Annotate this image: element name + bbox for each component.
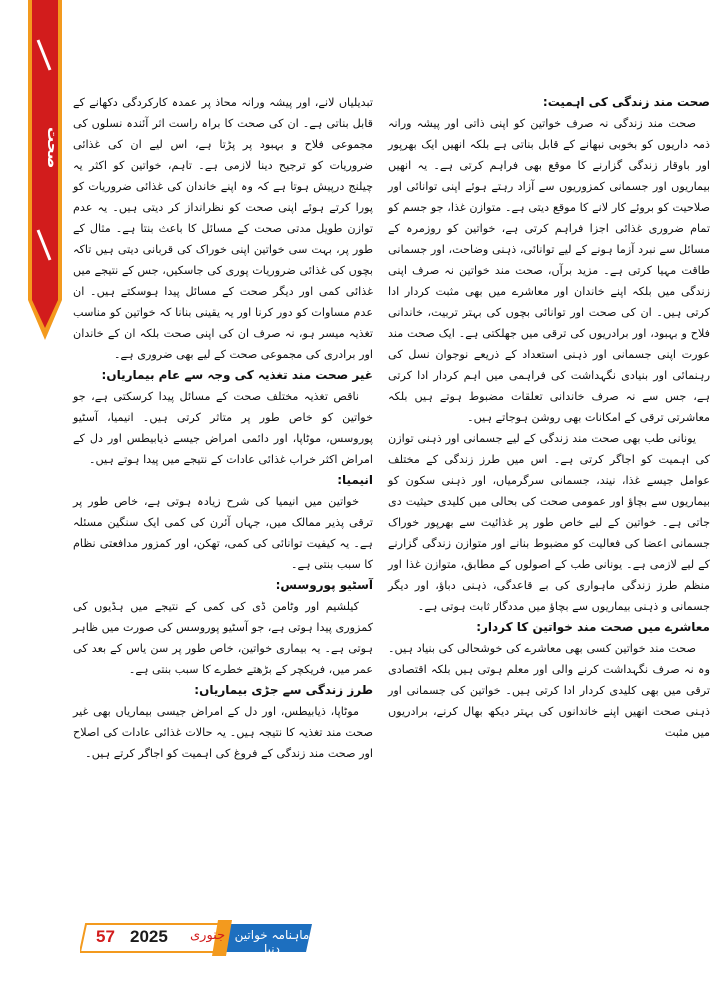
left-column xyxy=(73,92,373,764)
page-footer xyxy=(80,918,312,958)
page-number: 57 xyxy=(96,927,115,946)
section-title: صحت xyxy=(44,127,62,169)
paragraph: کیلشیم اور وٹامن ڈی کی کمی کے نتیجے میں ہڈیوں کی کمزوری پیدا ہوتی ہے، جو آسٹیو پوروسس کی صورت میں ظاہر ہوتی ہے۔ یہ بیماری خواتین، خاص طور پر سن یاس کے بعد کی عمر میں، فریکچر کے بڑھتے خطرے کا سبب بنتی ہے۔ xyxy=(73,600,373,676)
paragraph: موٹاپا، ذیابیطس، اور دل کے امراض جیسی بیماریاں بھی غیر صحت مند تغذیہ کا نتیجہ ہیں۔ یہ حالات غذائی عادات کی اصلاح اور صحت مند زندگی کے فروغ کی اہمیت کو اجاگر کرتے ہیں۔ xyxy=(73,705,373,760)
heading-healthy-life-importance: صحت مند زندگی کی اہمیت: xyxy=(542,95,710,109)
right-column xyxy=(388,92,710,743)
heading-anemia: انیمیا: xyxy=(337,473,373,487)
paragraph: خواتین میں انیمیا کی شرح زیادہ ہوتی ہے، خاص طور پر ترقی پذیر ممالک میں، جہاں آئرن کی کمی ایک سنگین مسئلہ ہے۔ یہ کیفیت توانائی کی کمی، تھکن، اور کمزور مدافعتی نظام کا سبب بنتی ہے۔ xyxy=(73,495,373,571)
heading-women-role-society: معاشرے میں صحت مند خواتین کا کردار: xyxy=(476,620,710,634)
paragraph: صحت مند زندگی نہ صرف خواتین کو اپنی ذاتی اور پیشہ ورانہ ذمہ داریوں کو بخوبی نبھانے کے قابل بناتی ہے بلکہ انھیں ایک بھرپور اور باوقار زندگی گزارنے کا موقع بھی فراہم کرتی ہے۔ یہ انھیں بیماریوں اور جسمانی کمزوریوں سے آزاد رہتے ہوئے اپنی توانائی اور صلاحیت کو بروئے کار لانے کا موقع دیتی ہے۔ متوازن غذا، جو جسم کو تمام ضروری غذائی اجزا فراہم کرتی ہے، خواتین کو روزمرہ کے مسائل سے نبرد آزما ہونے کے لیے توانائی، ذہنی وضاحت، اور جسمانی طاقت مہیا کرتی ہے۔ مزید برآں، صحت مند خواتین نہ صرف اپنی زندگی میں بلکہ اپنے خاندان اور معاشرے میں بھی مثبت کردار ادا کرتی ہیں۔ ان کی صحت اور توانائی بچوں کی بہتر تربیت، خاندانی فلاح و بہبود، اور برادریوں کی ترقی میں جھلکتی ہے۔ ایک صحت مند عورت اپنی جسمانی اور ذہنی استعداد کے ذریعے نوجوان نسل کی رہنمائی اور بنیادی نگہداشت کی فراہمی میں اہم کردار ادا کرتی ہے، جس سے نہ صرف خاندانی تعلقات مضبوط ہوتے ہیں بلکہ معاشرتی ترقی کے امکانات بھی روشن ہوجاتے ہیں۔ xyxy=(388,117,710,424)
heading-common-diseases: غیر صحت مند تغذیہ کی وجہ سے عام بیماریاں: xyxy=(101,368,373,382)
paragraph: یونانی طب بھی صحت مند زندگی کے لیے جسمانی اور ذہنی توازن کی اہمیت کو اجاگر کرتی ہے۔ اس میں طرز زندگی کے مختلف عوامل جیسے غذا، نیند، جسمانی سرگرمیاں، اور ذہنی سکون کو بیماریوں سے بچاؤ اور عمومی صحت کی بحالی میں کلیدی حیثیت دی جاتی ہے۔ خواتین کے لیے خاص طور پر غذائیت سے بھرپور خوراک جسمانی اعضا کی فعالیت کو مضبوط بنانے اور متوازن زندگی گزارنے کے لیے لازمی ہے۔ یونانی طب کے اصولوں کے مطابق، متوازن غذا اور منظم طرز زندگی ماہواری کی بے قاعدگی، ذہنی دباؤ، اور دیگر جسمانی و ذہنی بیماریوں سے بچاؤ میں مددگار ثابت ہوتی ہے۔ xyxy=(388,432,710,613)
paragraph: ناقص تغذیہ مختلف صحت کے مسائل پیدا کرسکتی ہے، جو خواتین کو خاص طور پر متاثر کرتی ہیں۔ انیمیا، آسٹیو پوروسس، موٹاپا، اور دائمی امراض جیسے ذیابیطس اور دل کے امراض اکثر خراب غذائی عادات کے نتیجے میں پیدا ہوتے ہیں۔ xyxy=(73,390,373,466)
paragraph: صحت مند خواتین کسی بھی معاشرے کی خوشحالی کی بنیاد ہیں۔ وہ نہ صرف نگہداشت کرنے والی اور معلم ہوتی ہیں بلکہ اقتصادی ترقی میں بھی کلیدی کردار ادا کرتی ہیں۔ خواتین کی جسمانی اور ذہنی صحت انھیں اپنے خاندانوں کی بہتر دیکھ بھال کرنے، برادریوں میں مثبت xyxy=(388,642,710,739)
issue-month: جنوری xyxy=(190,928,226,943)
heading-lifestyle-diseases: طرز زندگی سے جڑی بیماریاں: xyxy=(194,683,373,697)
magazine-name: ماہنامہ خواتین دنیا xyxy=(234,928,310,956)
issue-year: 2025 xyxy=(130,927,168,946)
paragraph: تبدیلیاں لانے، اور پیشہ ورانہ محاذ پر عمدہ کارکردگی دکھانے کے قابل بناتی ہے۔ ان کی صحت کا براہ راست اثر آئندہ نسلوں کی مجموعی فلاح و بہبود پر پڑتا ہے، اس لیے ان کی غذائی ضروریات کو ترجیح دینا لازمی ہے۔ تاہم، خواتین کو اکثر یہ چیلنج درپیش ہوتا ہے کہ وہ اپنے خاندان کی غذائی ضروریات کو پورا کرتے ہوئے اپنی صحت کو نظرانداز کر دیتی ہیں۔ یہ عدم توازن طویل مدتی صحت کے مسائل کا باعث بنتا ہے۔ مثال کے طور پر، بہت سی خواتین اپنی خوراک کی قربانی دیتی ہیں تاکہ بچوں کی غذائی ضروریات پوری کی جاسکیں، جس کے نتیجے میں غذائی کمی اور دیگر صحت کے مسائل پیدا ہوسکتے ہیں۔ ان عدم مساوات کو دور کرنا اور یہ یقینی بنانا کہ خواتین کو مناسب تغذیہ میسر ہو، نہ صرف ان کی اپنی صحت بلکہ ان کے خاندان اور برادری کی مجموعی صحت کے لیے بھی ضروری ہے۔ xyxy=(73,96,373,361)
heading-osteoporosis: آسٹیو پوروسس: xyxy=(275,578,373,592)
